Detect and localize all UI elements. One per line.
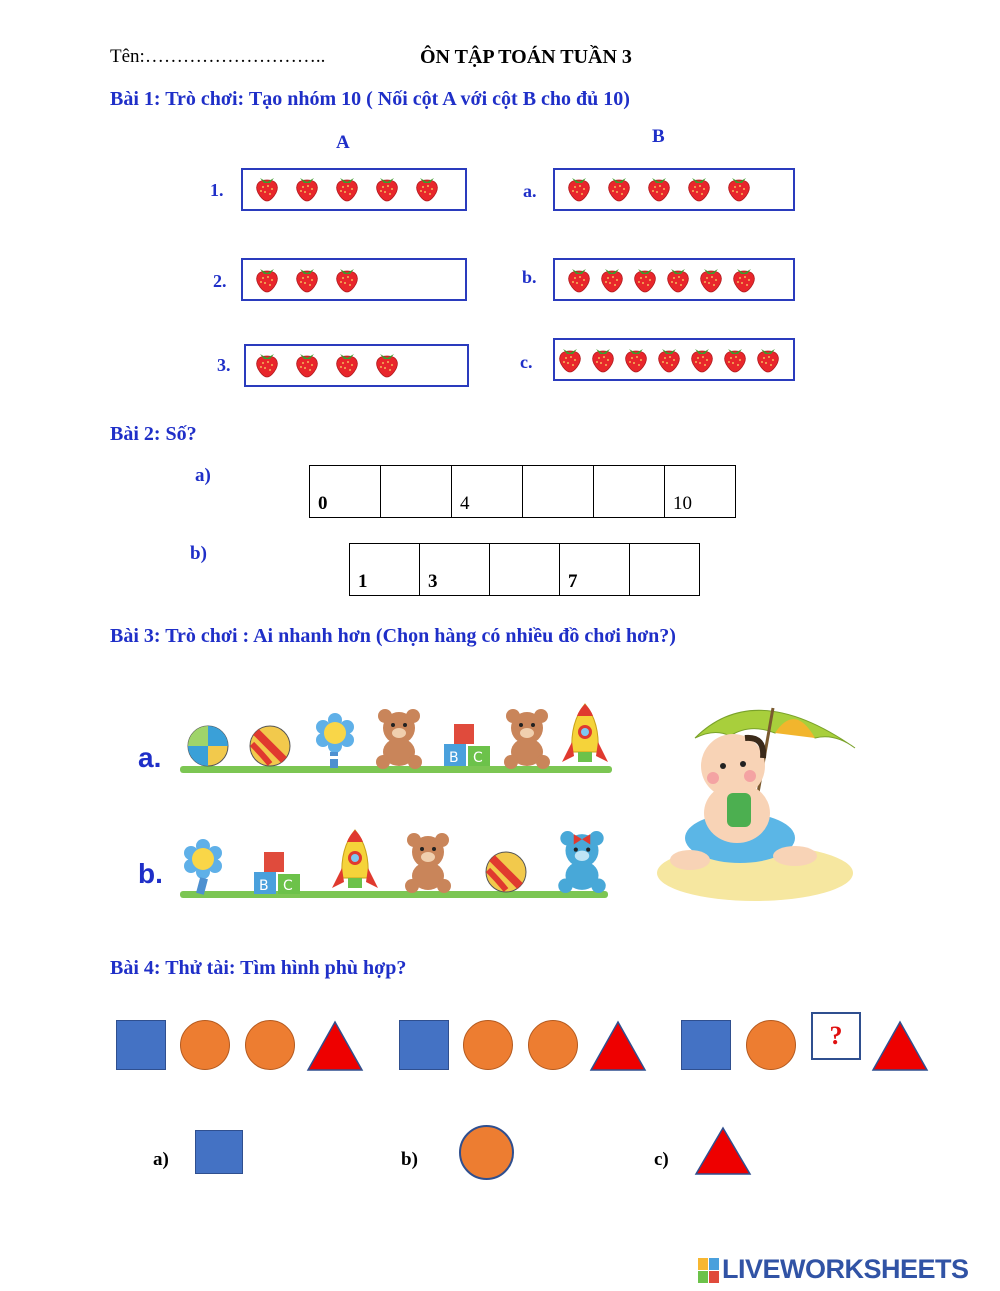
number-cell[interactable]: 7 <box>560 544 630 596</box>
number-cell[interactable]: 10 <box>665 466 736 518</box>
row-b-b-label: b. <box>522 267 537 287</box>
number-cell[interactable] <box>630 544 700 596</box>
option-b-label: b) <box>401 1149 418 1170</box>
strawberry-icon <box>689 345 715 373</box>
name-label: Tên:……………………….. <box>110 46 326 67</box>
baby-umbrella-illustration <box>655 688 860 903</box>
option-c-label: c) <box>654 1149 669 1170</box>
strawberry-icon <box>374 174 400 202</box>
bai2-a-label: a) <box>195 465 211 486</box>
rocket-icon[interactable] <box>560 702 610 770</box>
row-a1-label: 1. <box>210 180 224 200</box>
strawberry-icon <box>590 345 616 373</box>
strawberry-icon <box>632 265 658 293</box>
bai3-heading: Bài 3: Trò chơi : Ai nhanh hơn (Chọn hàng có nhiều đồ chơi hơn?) <box>110 625 676 647</box>
option-a-label: a) <box>153 1149 169 1170</box>
toy-row-a-label: a. <box>138 742 162 773</box>
strawberry-icon <box>599 265 625 293</box>
ball-icon[interactable] <box>484 850 528 894</box>
strawberry-icon <box>254 174 280 202</box>
toy-row-b-label: b. <box>138 858 163 889</box>
column-b-label: B <box>652 126 665 147</box>
ball-icon[interactable] <box>186 724 230 768</box>
strawberry-icon <box>334 174 360 202</box>
strawberry-icon <box>606 174 632 202</box>
strawberry-icon <box>698 265 724 293</box>
teddy-bear-icon[interactable] <box>402 832 454 894</box>
pattern-triangle <box>306 1020 364 1072</box>
strawberry-icon <box>755 345 781 373</box>
strawberry-icon <box>334 350 360 378</box>
strawberry-icon <box>566 174 592 202</box>
strawberry-icon <box>726 174 752 202</box>
column-a-label: A <box>336 132 350 153</box>
number-cell[interactable]: 3 <box>420 544 490 596</box>
strawberry-icon <box>414 174 440 202</box>
teddy-bear-icon[interactable] <box>373 708 425 770</box>
toy-row-b-shelf <box>180 891 608 898</box>
strawberry-icon <box>722 345 748 373</box>
pattern-circle <box>180 1020 230 1070</box>
option-c-triangle[interactable] <box>694 1126 752 1176</box>
option-b-circle[interactable] <box>459 1125 514 1180</box>
strawberry-icon <box>254 350 280 378</box>
strawberry-icon <box>294 350 320 378</box>
blocks-icon[interactable] <box>250 850 306 898</box>
strawberry-icon <box>294 265 320 293</box>
number-cell[interactable] <box>490 544 560 596</box>
svg-text:B: B <box>259 878 269 894</box>
liveworksheets-brand: LIVEWORKSHEETS <box>722 1254 969 1284</box>
row-a3-label: 3. <box>217 355 231 375</box>
teddy-bear-icon[interactable] <box>501 708 553 770</box>
svg-text:C: C <box>473 750 483 766</box>
number-cell[interactable] <box>594 466 665 518</box>
pattern-triangle <box>871 1020 929 1072</box>
bai1-heading: Bài 1: Trò chơi: Tạo nhóm 10 ( Nối cột A với cột B cho đủ 10) <box>110 88 630 110</box>
strawberry-icon <box>557 345 583 373</box>
row-b-a-label: a. <box>523 181 537 201</box>
blocks-icon[interactable] <box>440 722 496 770</box>
pattern-square <box>681 1020 731 1070</box>
number-cell[interactable]: 4 <box>452 466 523 518</box>
rattle-icon[interactable] <box>180 838 226 896</box>
strawberry-icon <box>374 350 400 378</box>
blue-teddy-bear-icon[interactable] <box>555 830 609 894</box>
svg-text:C: C <box>283 878 293 894</box>
bai2-b-label: b) <box>190 543 207 564</box>
page-title: ÔN TẬP TOÁN TUẦN 3 <box>420 46 632 68</box>
ball-icon[interactable] <box>248 724 292 768</box>
bai4-heading: Bài 4: Thử tài: Tìm hình phù hợp? <box>110 957 407 979</box>
pattern-circle <box>245 1020 295 1070</box>
strawberry-icon <box>686 174 712 202</box>
number-cell[interactable]: 1 <box>350 544 420 596</box>
bai2-a-row <box>309 465 736 518</box>
option-a-square[interactable] <box>195 1130 243 1174</box>
strawberry-icon <box>294 174 320 202</box>
pattern-square <box>399 1020 449 1070</box>
pattern-circle <box>746 1020 796 1070</box>
pattern-square <box>116 1020 166 1070</box>
bai2-b-row <box>349 543 700 596</box>
strawberry-icon <box>254 265 280 293</box>
strawberry-icon <box>646 174 672 202</box>
strawberry-icon <box>623 345 649 373</box>
strawberry-icon <box>566 265 592 293</box>
question-box[interactable]: ? <box>811 1012 861 1060</box>
row-b-c-label: c. <box>520 352 533 372</box>
pattern-triangle <box>589 1020 647 1072</box>
strawberry-icon <box>656 345 682 373</box>
rocket-icon[interactable] <box>330 828 380 896</box>
liveworksheets-logo-icon <box>698 1258 720 1284</box>
strawberry-icon <box>731 265 757 293</box>
number-cell[interactable] <box>523 466 594 518</box>
strawberry-icon <box>665 265 691 293</box>
pattern-circle <box>528 1020 578 1070</box>
svg-text:B: B <box>449 750 459 766</box>
number-cell[interactable] <box>381 466 452 518</box>
row-a2-label: 2. <box>213 271 227 291</box>
bai2-heading: Bài 2: Số? <box>110 423 197 445</box>
rattle-icon[interactable] <box>312 712 358 770</box>
pattern-circle <box>463 1020 513 1070</box>
number-cell[interactable]: 0 <box>310 466 381 518</box>
strawberry-icon <box>334 265 360 293</box>
